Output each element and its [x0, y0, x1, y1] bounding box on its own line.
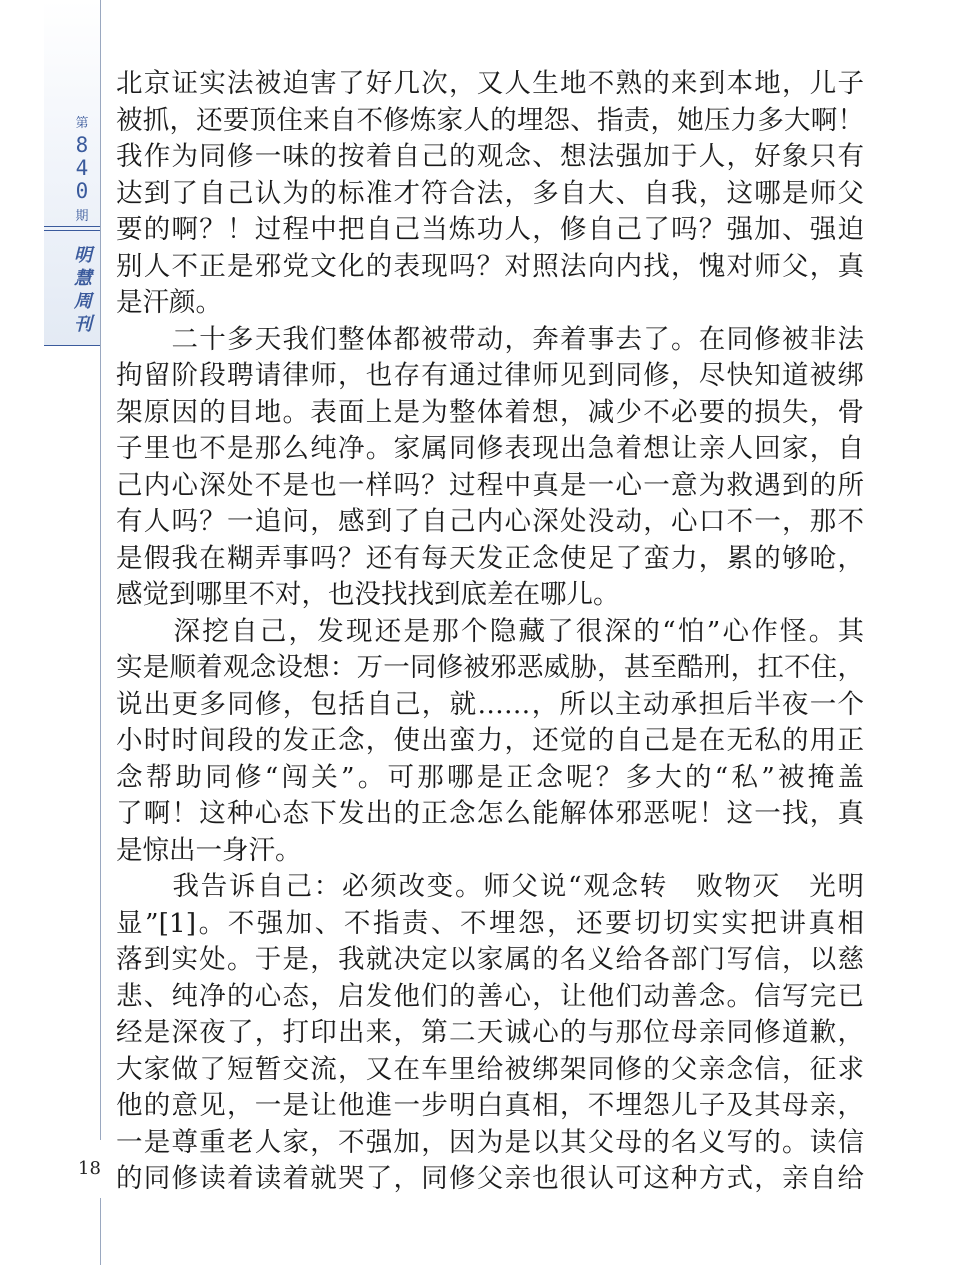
issue-number — [64, 134, 100, 203]
page-number: 18 — [78, 1158, 101, 1179]
text-line: 小时时间段的发正念，使出蛮力，还觉的自己是在无私的用正 — [116, 725, 864, 756]
margin-rule — [100, 1198, 101, 1265]
text-line: 别人不正是邪党文化的表现吗？对照法向内找，愧对师父，真 — [116, 250, 864, 282]
text-line: 子里也不是那么纯净。家属同修表现出急着想让亲人回家，自 — [116, 433, 864, 464]
article-body — [116, 66, 864, 1198]
text-line: 拘留阶段聘请律师，也存有通过律师见到同修，尽快知道被绑 — [116, 360, 864, 391]
text-line: 达到了自己认为的标准才符合法，多自大、自我，这哪是师父 — [116, 177, 864, 209]
issue-suffix: 期 — [75, 209, 89, 224]
text-line: 他的意见，一是让他進一步明白真相，不埋怨儿子及其母亲， — [116, 1090, 864, 1121]
issue-digits — [64, 134, 100, 203]
text-line: 深挖自己，发现还是那个隐藏了很深的“怕”心作怪。其 — [116, 615, 864, 647]
margin-rule — [100, 0, 101, 1140]
text-line: 二十多天我们整体都被带动，奔着事去了。在同修被非法 — [116, 323, 864, 355]
text-line: 被抓，还要顶住来自不修炼家人的埋怨、指责，她压力多大啊！ — [116, 104, 864, 136]
text-line: 要的啊？！过程中把自己当炼功人，修自己了吗？强加、强迫 — [116, 214, 864, 245]
divider — [44, 226, 100, 227]
text-line: 北京证实法被迫害了好几次，又人生地不熟的来到本地，儿子 — [116, 68, 864, 99]
text-line: 我作为同修一味的按着自己的观念、想法强加于人，好象只有 — [116, 141, 864, 172]
text-line: 感觉到哪里不对，也没找找到底差在哪儿。 — [116, 579, 620, 610]
issue-digit: 8 — [75, 133, 89, 157]
issue-digit: 4 — [75, 156, 89, 180]
brand-char: 周 — [74, 291, 92, 312]
publication-brand — [66, 244, 100, 336]
text-line: 念帮助同修“闯关”。可那哪是正念呢？多大的“私”被掩盖 — [116, 761, 864, 793]
text-line: 的同修读着读着就哭了，同修父亲也很认可这种方式，亲自给 — [116, 1163, 864, 1194]
text-line: 落到实处。于是，我就决定以家属的名义给各部门写信，以慈 — [116, 944, 864, 975]
text-line: 大家做了短暂交流，又在车里给被绑架同修的父亲念信，征求 — [116, 1053, 864, 1085]
brand-char: 慧 — [74, 268, 92, 289]
text-line: 己内心深处不是也一样吗？过程中真是一心一意为救遇到的所 — [116, 469, 864, 501]
text-line: 我告诉自己：必须改变。师父说“观念转 败物灭 光明 — [116, 871, 864, 902]
text-line: 是惊出一身汗。 — [116, 834, 302, 866]
text-line: 是汗颜。 — [116, 287, 222, 318]
issue-digit: 0 — [75, 179, 89, 203]
text-line: 架原因的目地。表面上是为整体着想，减少不必要的损失，骨 — [116, 396, 864, 428]
text-line: 说出更多同修，包括自己，就……，所以主动承担后半夜一个 — [116, 688, 864, 720]
text-line: 了啊！这种心态下发出的正念怎么能解体邪恶呢！这一找，真 — [116, 798, 864, 829]
text-line: 实是顺着观念设想：万一同修被邪恶威胁，甚至酷刑，扛不住， — [116, 652, 864, 683]
divider — [44, 345, 100, 346]
brand-char: 明 — [74, 245, 92, 266]
text-line: 悲、纯净的心态，启发他们的善心，让他们动善念。信写完已 — [116, 980, 864, 1012]
text-line: 一是尊重老人家，不强加，因为是以其父母的名义写的。读信 — [116, 1126, 864, 1158]
text-line: 显”[1]。不强加、不指责、不埋怨，还要切切实实把讲真相 — [116, 907, 864, 939]
brand-char: 刊 — [74, 314, 92, 335]
sidebar — [0, 0, 101, 1265]
text-line: 有人吗？一追问，感到了自己内心深处没动，心口不一，那不 — [116, 506, 864, 537]
text-line: 是假我在糊弄事吗？还有每天发正念使足了蛮力，累的够呛， — [116, 542, 864, 574]
text-line: 经是深夜了，打印出来，第二天诚心的与那位母亲同修道歉， — [116, 1017, 864, 1048]
issue-prefix: 第 — [75, 116, 89, 131]
divider — [44, 230, 100, 231]
